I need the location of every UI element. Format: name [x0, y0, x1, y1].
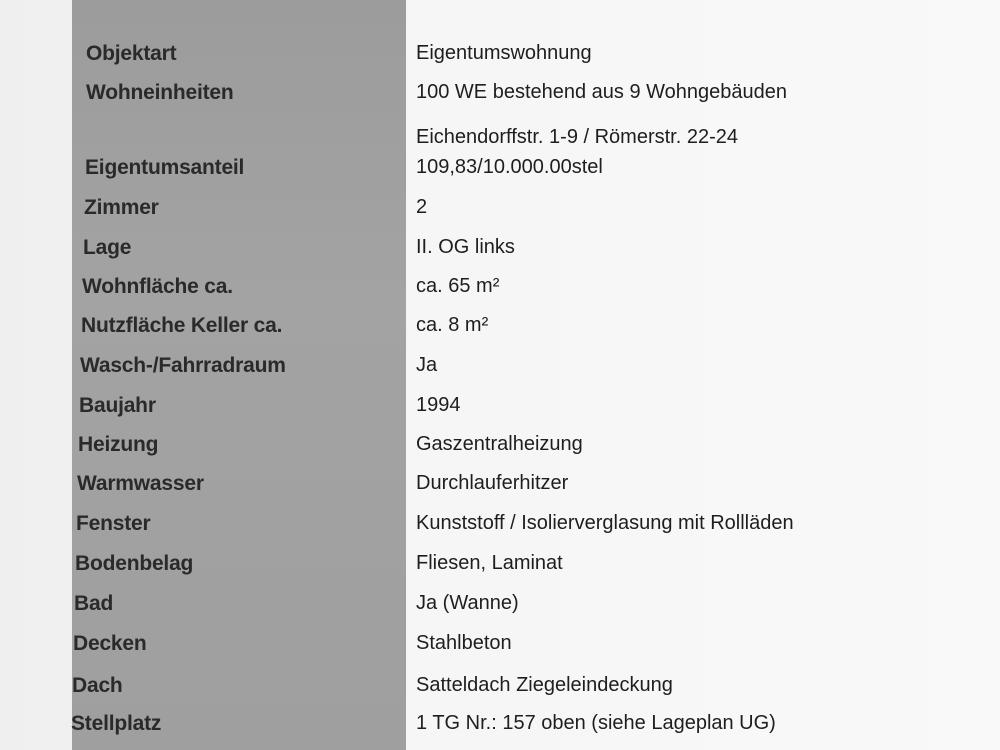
property-value: 2 [416, 196, 428, 218]
property-value: Durchlauferhitzer [416, 472, 569, 494]
property-value: Fliesen, Laminat [416, 552, 563, 574]
property-value: Ja [416, 354, 438, 376]
property-value: Eichendorffstr. 1-9 / Römerstr. 22-24 [416, 126, 739, 148]
property-value: Stahlbeton [416, 632, 512, 654]
property-label: Bodenbelag [75, 552, 194, 575]
property-label: Eigentumsanteil [85, 156, 245, 179]
property-label: Nutzfläche Keller ca. [81, 314, 283, 337]
property-label: Wohneinheiten [86, 81, 234, 104]
property-label: Wohnfläche ca. [82, 275, 233, 298]
property-label: Lage [83, 236, 132, 259]
property-label: Bad [74, 592, 114, 615]
property-label: Heizung [78, 433, 159, 456]
property-label: Baujahr [79, 394, 156, 417]
property-value: ca. 65 m² [416, 275, 500, 297]
property-value: 1 TG Nr.: 157 oben (siehe Lageplan UG) [416, 712, 776, 734]
property-label: Objektart [86, 42, 177, 65]
property-label: Stellplatz [71, 712, 162, 735]
property-label: Zimmer [84, 196, 159, 219]
property-value: Kunststoff / Isolierverglasung mit Rollläden [416, 512, 794, 534]
property-value: 100 WE bestehend aus 9 Wohngebäuden [416, 81, 788, 103]
property-label: Fenster [76, 512, 151, 535]
property-value: Satteldach Ziegeleindeckung [416, 674, 673, 696]
property-value: 1994 [416, 394, 461, 416]
property-label: Warmwasser [77, 472, 204, 495]
property-value: Ja (Wanne) [416, 592, 519, 614]
property-value: ca. 8 m² [416, 314, 489, 336]
property-label: Dach [72, 674, 123, 697]
property-label: Decken [73, 632, 147, 655]
property-label: Wasch-/Fahrradraum [80, 354, 286, 377]
property-value: 109,83/10.000.00stel [416, 156, 603, 178]
property-value: II. OG links [416, 236, 515, 258]
property-value: Eigentumswohnung [416, 42, 592, 64]
property-value: Gaszentralheizung [416, 433, 583, 455]
